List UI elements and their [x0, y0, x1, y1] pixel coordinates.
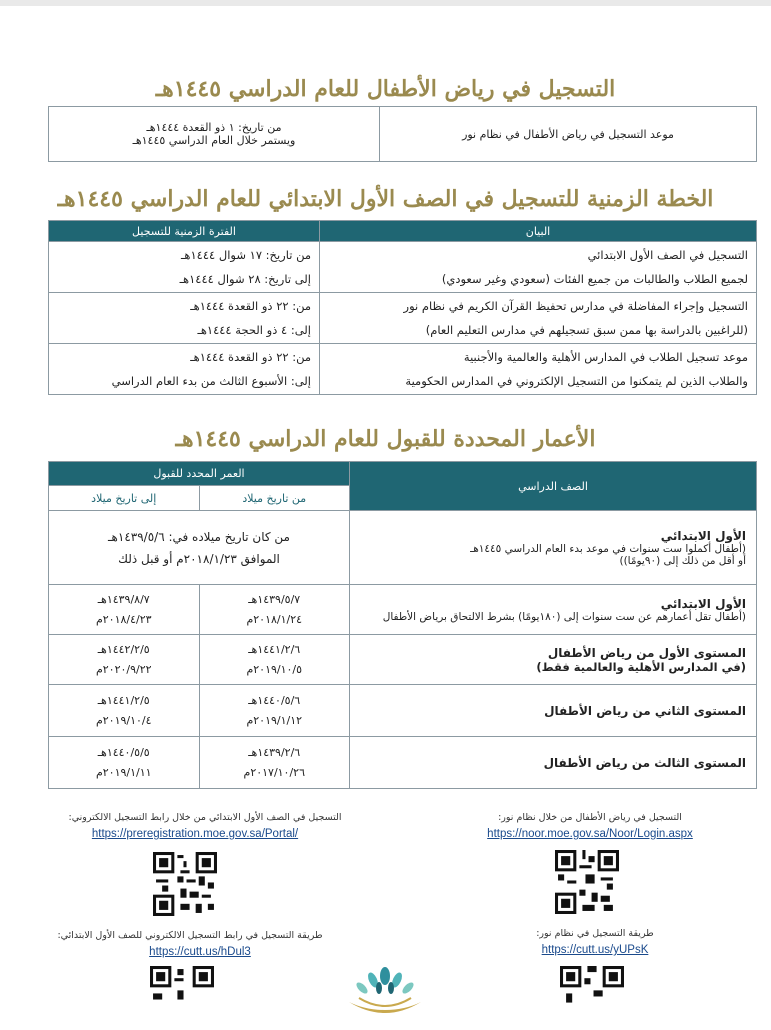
ages-to: [49, 685, 200, 737]
link-label-guide-noor: طريقة التسجيل في نظام نور:: [536, 928, 654, 939]
ages-title: الأعمار المحددة للقبول للعام الدراسي ١٤٤٥هـ: [175, 426, 596, 452]
plan-period-line: من: ٢٢ ذو القعدة ١٤٤٤هـ: [190, 350, 311, 364]
merged-line: من كان تاريخ ميلاده في: ١٤٣٩/٥/٦هـ: [108, 529, 290, 544]
plan-desc: [320, 293, 757, 344]
plan-period-line: من: ٢٢ ذو القعدة ١٤٤٤هـ: [190, 299, 311, 313]
ages-grade: [350, 511, 757, 585]
merged-line: الموافق ٢٠١٨/١/٢٣م أو قبل ذلك: [118, 551, 280, 566]
kg-line1: من تاريخ: ١ ذو القعدة ١٤٤٤هـ: [146, 121, 282, 134]
plan-desc-line: والطلاب الذين لم يتمكنوا من التسجيل الإلكتروني في المدارس الحكومية: [405, 374, 748, 388]
date-hijri: ١٤٤١/٢/٦هـ: [248, 642, 301, 656]
table-row: [49, 685, 757, 737]
link-label-preregistration: التسجيل في الصف الأول الابتدائي من خلال رابط التسجيل الالكتروني:: [68, 812, 342, 823]
kg-label: موعد التسجيل في رياض الأطفال في نظام نور: [380, 107, 757, 162]
plan-desc: [320, 242, 757, 293]
date-hijri: ١٤٣٩/٨/٧هـ: [97, 592, 150, 606]
date-hijri: ١٤٣٩/٢/٦هـ: [248, 745, 301, 759]
grade-note: (أطفال أكملوا ست سنوات في موعد بدء العام الدراسي ١٤٤٥هـ: [470, 542, 746, 555]
date-greg: ٢٠١٩/١/١٢م: [246, 713, 303, 727]
ages-from: [199, 685, 350, 737]
plan-period: [49, 293, 320, 344]
plan-desc-line: التسجيل وإجراء المفاضلة في مدارس تحفيظ القرآن الكريم في نظام نور: [403, 299, 748, 313]
ages-to: [49, 737, 200, 789]
ages-col-to: إلى تاريخ ميلاد: [49, 486, 200, 511]
plan-period: [49, 242, 320, 293]
plan-desc: [320, 344, 757, 395]
ages-grade: [350, 685, 757, 737]
plan-col-period: الفترة الزمنية للتسجيل: [49, 221, 320, 242]
date-greg: ٢٠١٨/١/٢٤م: [246, 612, 303, 626]
kg-title: التسجيل في رياض الأطفال للعام الدراسي ١٤٤٥هـ: [155, 76, 616, 102]
plan-desc-line: موعد تسجيل الطلاب في المدارس الأهلية والعالمية والأجنبية: [463, 350, 748, 364]
date-greg: ٢٠١٩/١/١١م: [95, 765, 152, 779]
ages-to: [49, 585, 200, 635]
date-hijri: ١٤٤١/٢/٥هـ: [97, 693, 150, 707]
ages-grade: [350, 635, 757, 685]
plan-desc-line: التسجيل في الصف الأول الابتدائي: [587, 248, 748, 262]
plan-period: [49, 344, 320, 395]
grade-note: (في المدارس الأهلية والعالمية فقط): [536, 659, 746, 674]
plan-period-line: إلى: الأسبوع الثالث من بدء العام الدراسي: [111, 374, 311, 388]
grade-title: الأول الابتدائي: [660, 596, 746, 611]
link-guide-preregistration[interactable]: https://cutt.us/hDul3: [149, 946, 251, 958]
plan-col-desc: البيان: [320, 221, 757, 242]
plan-title: الخطة الزمنية للتسجيل في الصف الأول الابتدائي للعام الدراسي ١٤٤٥هـ: [57, 186, 714, 212]
grade-title: المستوى الثالث من رياض الأطفال: [543, 755, 746, 770]
ages-from: [199, 585, 350, 635]
date-greg: ٢٠١٧/١٠/٢٦م: [243, 765, 305, 779]
grade-note: أو أقل من ذلك إلى (٩٠يومًا)): [619, 554, 746, 567]
table-row: [49, 585, 757, 635]
ages-from: [199, 737, 350, 789]
qr-code-icon: [153, 852, 217, 916]
table-row: [49, 242, 757, 293]
kg-line2: ويستمر خلال العام الدراسي ١٤٤٥هـ: [132, 134, 296, 147]
ages-grade: [350, 585, 757, 635]
plan-desc-line: لجميع الطلاب والطالبات من جميع الفئات (سعودي وغير سعودي): [441, 272, 748, 286]
grade-title: الأول الابتدائي: [660, 528, 746, 543]
ages-grade: [350, 737, 757, 789]
ministry-logo-icon: [335, 958, 435, 1024]
link-guide-noor[interactable]: https://cutt.us/yUPsK: [541, 944, 649, 956]
table-row: [49, 511, 757, 585]
qr-code-icon: [560, 966, 624, 1030]
link-preregistration[interactable]: https://preregistration.moe.gov.sa/Portal/: [91, 828, 299, 840]
link-label-noor: التسجيل في رياض الأطفال من خلال نظام نور:: [498, 812, 682, 823]
table-row: [49, 293, 757, 344]
date-hijri: ١٤٤٠/٥/٦هـ: [248, 693, 301, 707]
plan-table: [48, 220, 757, 395]
qr-code-icon: [150, 966, 214, 1030]
date-greg: ٢٠١٩/١٠/٤م: [95, 713, 152, 727]
kg-table: [48, 106, 757, 162]
grade-note: (أطفال تقل أعمارهم عن ست سنوات إلى (١٨٠يومًا) بشرط الالتحاق برياض الأطفال: [382, 610, 746, 623]
ages-col-age: العمر المحدد للقبول: [49, 462, 350, 486]
top-bar: [0, 0, 771, 6]
date-hijri: ١٤٤٠/٥/٥هـ: [97, 745, 150, 759]
plan-period-line: إلى تاريخ: ٢٨ شوال ١٤٤٤هـ: [179, 272, 311, 286]
ages-to: [49, 635, 200, 685]
date-hijri: ١٤٣٩/٥/٧هـ: [248, 592, 301, 606]
qr-code-icon: [555, 850, 619, 914]
ages-from: [199, 635, 350, 685]
date-greg: ٢٠١٩/١٠/٥م: [246, 662, 303, 676]
date-greg: ٢٠٢٠/٩/٢٢م: [95, 662, 152, 676]
ages-col-from: من تاريخ ميلاد: [199, 486, 350, 511]
link-noor[interactable]: https://noor.moe.gov.sa/Noor/Login.aspx: [487, 828, 693, 840]
date-greg: ٢٠١٨/٤/٢٣م: [95, 612, 152, 626]
plan-period-line: من تاريخ: ١٧ شوال ١٤٤٤هـ: [181, 248, 311, 262]
table-row: [49, 737, 757, 789]
table-row: [49, 635, 757, 685]
link-label-guide-preregistration: طريقة التسجيل في رابط التسجيل الالكتروني للصف الأول الابتدائي:: [57, 930, 323, 941]
ages-table: [48, 461, 757, 789]
date-hijri: ١٤٤٢/٢/٥هـ: [97, 642, 150, 656]
ages-merged-date: [49, 511, 350, 585]
kg-period: [49, 107, 380, 162]
plan-period-line: إلى: ٤ ذو الحجة ١٤٤٤هـ: [197, 323, 311, 337]
grade-title: المستوى الثاني من رياض الأطفال: [544, 703, 746, 718]
grade-title: المستوى الأول من رياض الأطفال: [547, 645, 746, 660]
plan-desc-line: (للراغبين بالدراسة بها ممن سبق تسجيلهم في مدارس التعليم العام): [425, 323, 748, 337]
table-row: [49, 344, 757, 395]
ages-col-grade: الصف الدراسي: [350, 462, 757, 511]
